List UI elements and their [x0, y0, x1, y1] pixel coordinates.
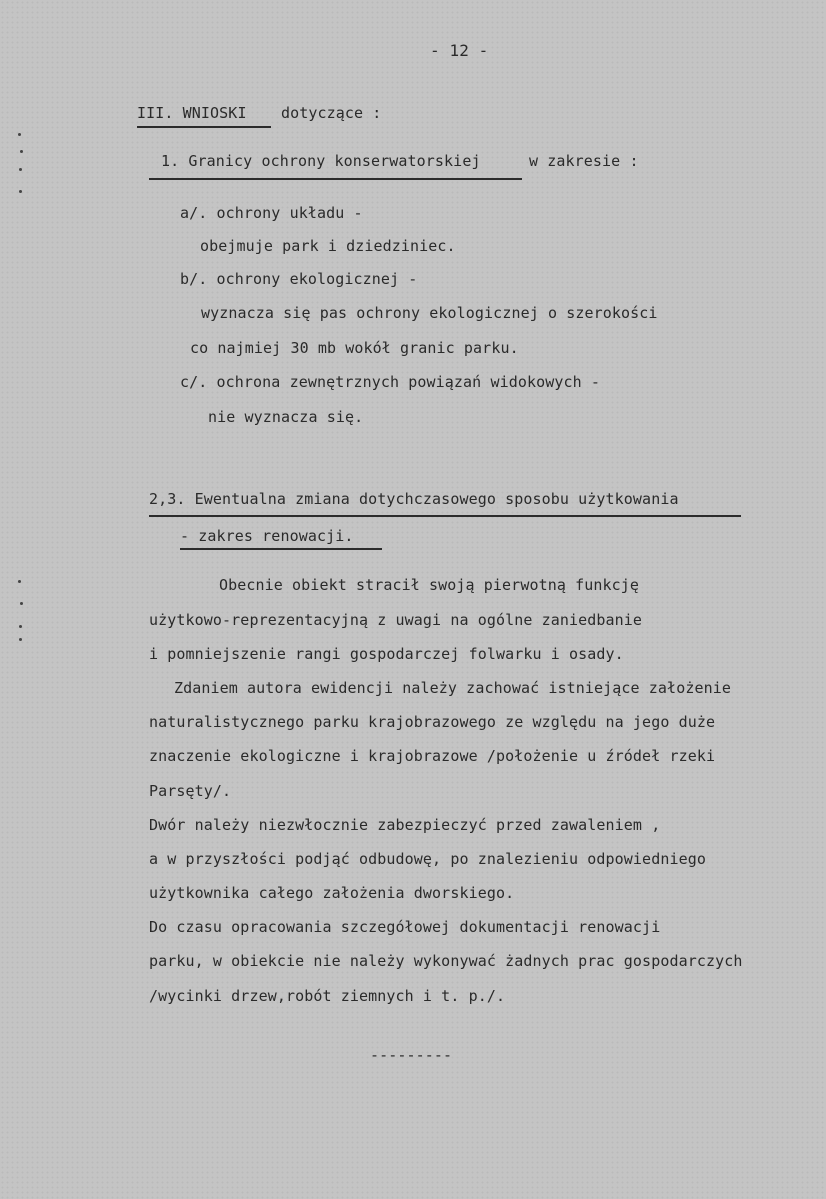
- item-b-text: wyznacza się pas ochrony ekologicznej o szerokości: [201, 304, 658, 322]
- heading-label: III. WNIOSKI: [137, 104, 247, 122]
- item-b-text: co najmiej 30 mb wokół granic parku.: [190, 339, 519, 357]
- body-line: Do czasu opracowania szczegółowej dokumentacji renowacji: [149, 918, 661, 936]
- body-line: /wycinki drzew,robót ziemnych i t. p./.: [149, 987, 506, 1005]
- margin-speck: [19, 625, 22, 628]
- section1-suffix: w zakresie :: [529, 152, 639, 170]
- section2-title: 2,3. Ewentualna zmiana dotychczasowego sposobu użytkowania: [149, 490, 679, 508]
- item-a-text: obejmuje park i dziedziniec.: [200, 237, 456, 255]
- section1-title: 1. Granicy ochrony konserwatorskiej: [161, 152, 481, 170]
- body-line: parku, w obiekcie nie należy wykonywać żadnych prac gospodarczych: [149, 952, 743, 970]
- body-line: i pomniejszenie rangi gospodarczej folwarku i osady.: [149, 645, 624, 663]
- body-line: Obecnie obiekt stracił swoją pierwotną funkcję: [219, 576, 640, 594]
- body-line: a w przyszłości podjąć odbudowę, po znalezieniu odpowiedniego: [149, 850, 706, 868]
- end-mark: ---------: [370, 1046, 453, 1064]
- item-a-label: a/. ochrony układu -: [180, 204, 363, 222]
- body-line: Parsęty/.: [149, 782, 232, 800]
- heading-underline: [137, 126, 271, 128]
- section2-underline-continued: [180, 548, 382, 550]
- item-c-label: c/. ochrona zewnętrznych powiązań widokowych -: [180, 373, 601, 391]
- body-line: znaczenie ekologiczne i krajobrazowe /położenie u źródeł rzeki: [149, 747, 716, 765]
- margin-speck: [18, 580, 21, 583]
- body-line: użytkownika całego założenia dworskiego.: [149, 884, 515, 902]
- section1-underline: [149, 178, 522, 180]
- margin-speck: [20, 150, 23, 153]
- body-line: Dwór należy niezwłocznie zabezpieczyć przed zawaleniem ,: [149, 816, 661, 834]
- body-line: Zdaniem autora ewidencji należy zachować istniejące założenie: [174, 679, 731, 697]
- margin-speck: [19, 190, 22, 193]
- margin-speck: [20, 602, 23, 605]
- heading-suffix: dotyczące :: [281, 104, 382, 122]
- margin-speck: [19, 638, 22, 641]
- margin-speck: [18, 133, 21, 136]
- body-line: użytkowo-reprezentacyjną z uwagi na ogólne zaniedbanie: [149, 611, 643, 629]
- page-number: - 12 -: [430, 41, 489, 60]
- item-c-text: nie wyznacza się.: [208, 408, 364, 426]
- section2-title-continued: - zakres renowacji.: [180, 527, 354, 545]
- body-line: naturalistycznego parku krajobrazowego ze względu na jego duże: [149, 713, 716, 731]
- section2-underline: [149, 515, 741, 517]
- margin-speck: [19, 168, 22, 171]
- item-b-label: b/. ochrony ekologicznej -: [180, 270, 418, 288]
